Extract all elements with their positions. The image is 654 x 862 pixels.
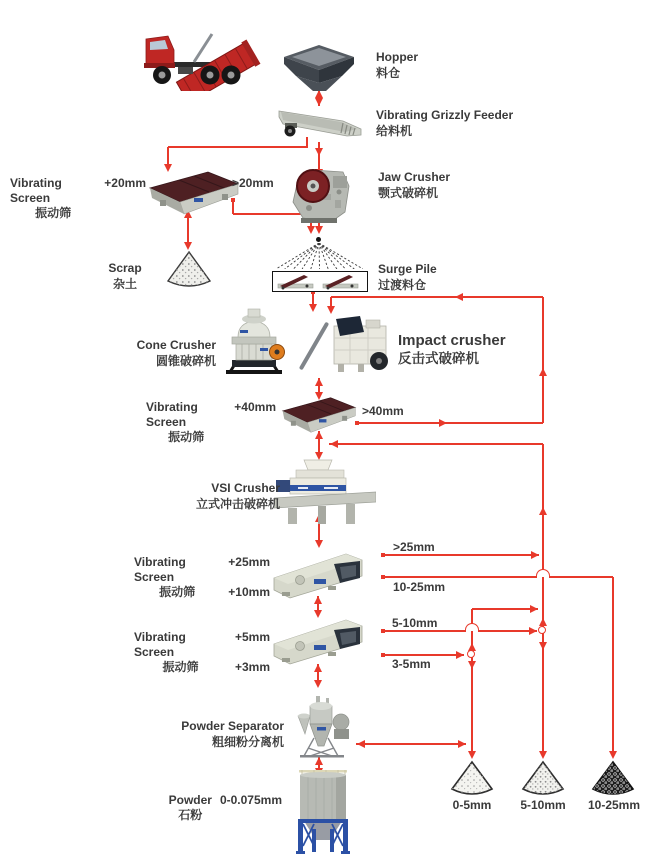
arrowhead — [458, 740, 466, 748]
arrowhead — [456, 651, 464, 659]
arrowhead — [315, 226, 323, 234]
screen-40mm-size: +40mm — [234, 400, 276, 414]
stream-gt20mm-label: >20mm — [232, 176, 274, 190]
flow-line — [542, 297, 544, 423]
flow-line — [331, 296, 543, 298]
or-slash — [299, 322, 329, 371]
arrowhead — [315, 540, 323, 548]
screen-25-10mm-label — [134, 555, 270, 600]
flow-line — [549, 576, 613, 578]
arrowhead — [330, 440, 338, 448]
flow-line — [471, 609, 473, 757]
hopper-label — [376, 49, 418, 81]
arrowhead — [531, 551, 539, 559]
arrowhead — [539, 751, 547, 759]
arrowhead — [184, 242, 192, 250]
flow-line — [383, 554, 539, 556]
spray-fan-dashed-lines — [276, 243, 363, 269]
screen-25-10mm-label-zh: 振动筛 — [159, 585, 196, 599]
line-start-dot — [381, 629, 385, 633]
arrowhead — [315, 757, 323, 765]
jaw-crusher-label-en: Jaw Crusher — [378, 170, 451, 184]
line-start-dot — [381, 575, 385, 579]
screen-40mm-label — [146, 400, 276, 445]
surge-stacker-image — [277, 273, 315, 290]
pile-5-10mm-image — [519, 760, 567, 798]
vibrating-screen-5-3mm-image — [272, 616, 366, 668]
arrowhead — [530, 605, 538, 613]
stream-gt25mm-label: >25mm — [393, 540, 435, 554]
flow-line — [542, 444, 544, 757]
flow-line — [472, 608, 538, 610]
pile-0-5mm-label: 0-5mm — [452, 798, 492, 812]
hopper-label-en: Hopper — [376, 50, 418, 64]
flow-line — [383, 630, 466, 632]
screen-40mm-label-en: Vibrating Screen — [146, 400, 198, 429]
arrowhead — [439, 419, 447, 427]
surge-pile-label-zh: 过渡料仓 — [378, 278, 427, 292]
vibrating-screen-20mm-image — [148, 170, 240, 222]
arrowhead — [357, 740, 365, 748]
screen-20mm-label — [10, 176, 146, 221]
junction-node — [538, 626, 546, 634]
scrap-label-en: Scrap — [108, 261, 142, 275]
screen-5-3mm-size2: +3mm — [234, 660, 270, 674]
feeder-label — [376, 107, 513, 139]
impact-crusher-label — [398, 332, 506, 367]
powder-separator-label-en: Powder Separator — [181, 719, 284, 733]
screen-25-10mm-size2: +10mm — [228, 585, 270, 599]
feeder-label-zh: 给料机 — [376, 124, 413, 138]
junction-node — [467, 650, 475, 658]
screen-5-3mm-size1: +5mm — [234, 630, 270, 644]
cone-crusher-image — [222, 306, 286, 378]
flow-line — [383, 576, 537, 578]
pile-10-25mm-label: 10-25mm — [587, 798, 641, 812]
flow-line — [356, 743, 466, 745]
stream-5-10mm-label: 5-10mm — [392, 616, 438, 630]
screen-5-3mm-label-zh: 振动筛 — [162, 660, 199, 674]
arrowhead — [455, 293, 463, 301]
line-crossing-bridge — [536, 569, 550, 577]
flow-line — [383, 654, 464, 656]
impact-crusher-label-zh: 反击式破碎机 — [398, 351, 479, 366]
jaw-crusher-label — [378, 169, 450, 201]
arrowhead — [539, 368, 547, 376]
line-start-dot — [381, 653, 385, 657]
cone-crusher-label — [130, 337, 216, 369]
scrap-pile-image — [163, 250, 215, 290]
powder-size: 0-0.075mm — [219, 793, 282, 807]
powder-label-en: Powder — [168, 793, 212, 807]
arrowhead — [539, 618, 547, 626]
cone-crusher-label-en: Cone Crusher — [136, 338, 216, 352]
arrowhead — [309, 304, 317, 312]
arrowhead — [529, 627, 537, 635]
stream-10-25mm-label: 10-25mm — [393, 580, 446, 594]
surge-stacker-image — [322, 273, 360, 290]
screen-25-10mm-size1: +25mm — [228, 555, 270, 569]
vsi-crusher-label-zh: 立式冲击破碎机 — [195, 497, 280, 511]
screen-5-3mm-label — [134, 630, 270, 675]
vsi-crusher-image — [274, 458, 376, 528]
cone-crusher-label-zh: 圆锥破碎机 — [155, 354, 216, 368]
arrowhead — [315, 378, 323, 386]
arrowhead — [314, 680, 322, 688]
powder-separator-image — [288, 694, 358, 758]
screen-20mm-label-en: Vibrating Screen — [10, 176, 62, 205]
dump-truck-image — [138, 6, 268, 91]
vibrating-screen-25-10mm-image — [272, 550, 366, 602]
jaw-crusher-image — [287, 160, 353, 226]
arrowhead — [468, 751, 476, 759]
screen-20mm-label-zh: 振动筛 — [35, 206, 72, 220]
screen-20mm-size: +20mm — [104, 176, 146, 190]
powder-label-zh: 石粉 — [178, 808, 203, 822]
spray-point-dot — [316, 237, 321, 242]
line-start-dot — [381, 553, 385, 557]
arrowhead — [539, 642, 547, 650]
impact-crusher-label-en: Impact crusher — [398, 332, 506, 349]
surge-pile-label — [378, 261, 437, 293]
arrowhead — [539, 507, 547, 515]
flow-line — [612, 577, 614, 757]
arrowhead — [327, 306, 335, 314]
flow-line — [329, 443, 543, 445]
screen-40mm-label-zh: 振动筛 — [168, 430, 205, 444]
arrowhead — [307, 226, 315, 234]
stream-gt40mm-label: >40mm — [362, 404, 404, 418]
screen-25-10mm-label-en: Vibrating Screen — [134, 555, 186, 584]
screen-5-3mm-label-en: Vibrating Screen — [134, 630, 186, 659]
surge-pile-label-en: Surge Pile — [378, 262, 437, 276]
hopper-label-zh: 料仓 — [376, 66, 401, 80]
arrowhead — [315, 148, 323, 156]
powder-label — [146, 793, 282, 823]
flow-line — [168, 146, 308, 148]
powder-separator-label-zh: 粗细粉分离机 — [211, 735, 284, 749]
vibrating-screen-40mm-image — [281, 396, 357, 439]
scrap-label — [102, 260, 148, 292]
arrowhead — [468, 661, 476, 669]
powder-separator-label — [168, 718, 284, 750]
flow-line — [357, 422, 543, 424]
grizzly-feeder-image — [277, 103, 363, 141]
scrap-label-zh: 杂土 — [112, 277, 137, 291]
stream-3-5mm-label: 3-5mm — [392, 657, 431, 671]
feeder-label-en: Vibrating Grizzly Feeder — [376, 108, 514, 122]
pile-10-25mm-image — [589, 760, 637, 798]
vsi-crusher-label — [186, 480, 280, 512]
pile-0-5mm-image — [448, 760, 496, 798]
vsi-crusher-label-en: VSI Crusher — [211, 481, 280, 495]
line-crossing-bridge — [465, 623, 479, 631]
hopper-image — [283, 44, 355, 92]
jaw-crusher-label-zh: 颚式破碎机 — [378, 186, 439, 200]
pile-5-10mm-label: 5-10mm — [520, 798, 566, 812]
impact-crusher-image — [330, 314, 392, 374]
arrowhead — [468, 643, 476, 651]
arrowhead — [609, 751, 617, 759]
powder-silo-image — [292, 766, 354, 854]
